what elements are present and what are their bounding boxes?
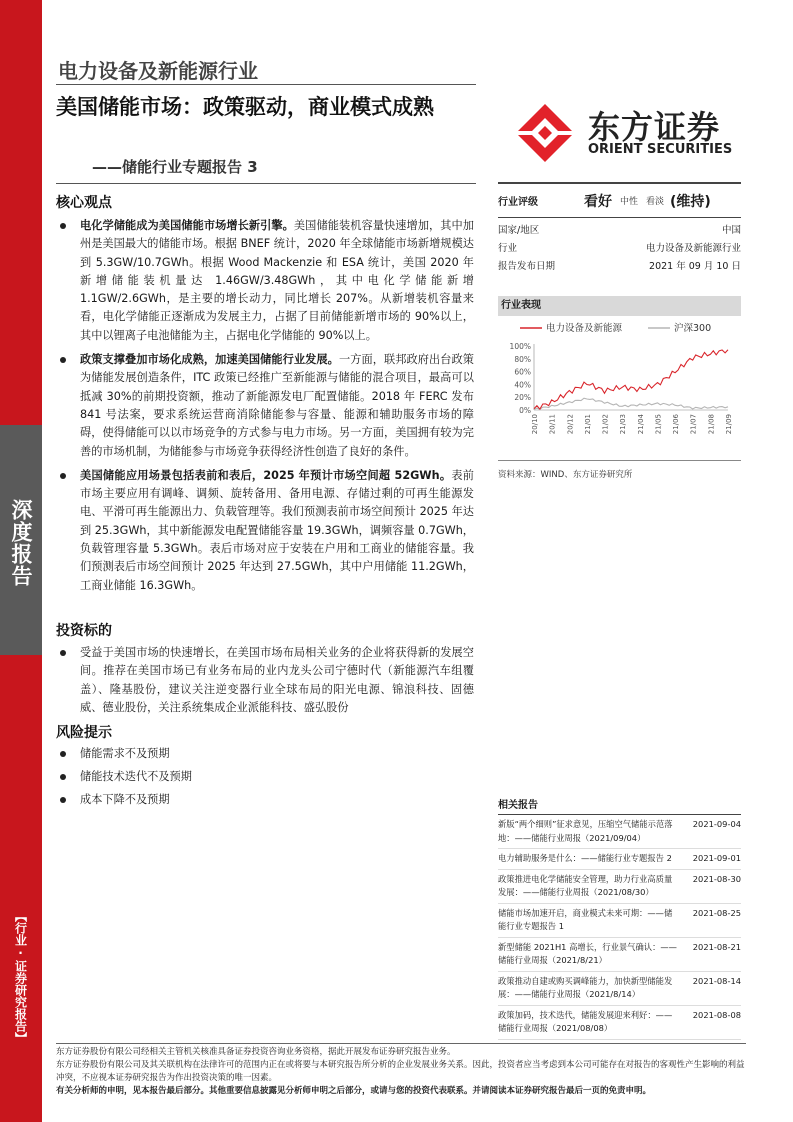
related-report-title: 政策加码，技术迭代，储能发展迎来利好：——储能行业周报（2021/08/08） [498,1009,673,1033]
performance-heading: 行业表现 [498,296,741,316]
footer-line: 东方证券股份有限公司经相关主管机关核准具备证券投资咨询业务资格，据此开展发布证券研究报告业务。 [56,1047,456,1057]
info-row-date: 报告发布日期 2021 年 09 月 10 日 [498,261,741,272]
report-subtitle: ——储能行业专题报告 3 [92,158,258,176]
y-tick-label: 0% [519,406,531,415]
risk-item: 成本下降不及预期 [56,791,474,809]
rating-status: (维持) [670,193,711,210]
title-divider [56,183,476,184]
rating-label: 行业评级 [498,197,538,208]
report-type-label: 深度报告 [9,499,33,587]
x-tick-label: 21/02 [601,414,610,435]
related-report-date: 2021-08-30 [692,873,741,884]
rating-panel [498,182,741,274]
x-tick-label: 20/11 [548,414,557,435]
risk-heading: 风险提示 [56,725,112,741]
chart-divider [498,460,741,461]
related-report-date: 2021-09-04 [692,819,741,829]
related-report-item[interactable] [498,870,741,904]
investment-item: 受益于美国市场的快速增长，在美国市场布局相关业务的企业将获得新的发展空间。推荐在美国市场已有业务布局的业内龙头公司宁德时代（新能源汽车组覆盖）、隆基股份，建议关注逆变器行业全球布局的阳光电源、锦浪科技、固德威、德业股份，关注系统集成企业派能科技、盛弘股份 [56,644,474,717]
risk-item: 储能技术迭代不及预期 [56,768,474,786]
related-report-item[interactable] [498,938,741,972]
related-report-item[interactable] [498,972,741,1006]
risk-list [56,745,474,814]
related-report-date: 2021-08-08 [692,1009,741,1020]
logo-name-en: ORIENT SECURITIES [588,142,733,157]
x-tick-label: 21/01 [583,414,592,435]
related-report-title: 政策推进电化学储能安全管理，助力行业高质量发展：——储能行业周报（2021/08/30） [498,873,673,897]
related-report-item[interactable] [498,815,741,849]
related-report-title: 新版“两个细则”征求意见，压缩空气储能示范落地：——储能行业周报（2021/09/04） [498,819,673,843]
investment-list [56,644,474,723]
footer-divider [56,1043,746,1044]
footer-line: 东方证券股份有限公司及其关联机构在法律许可的范围内正在或将要与本研究报告所分析的企业发展业务关系。因此，投资者应当考虑到本公司可能存在对报告的客观性产生影响的利益冲突，不应视本证券研究报告为作出投资决策的唯一因素。 [56,1060,745,1083]
legend-label: 电力设备及新能源 [546,323,623,334]
related-report-title: 政策推动自建或购买调峰能力，加快新型储能发展：——储能行业周报（2021/8/14） [498,975,673,999]
x-tick-label: 21/07 [689,414,698,435]
orient-logo-icon [514,102,576,164]
x-tick-label: 21/08 [707,414,716,435]
x-tick-label: 21/05 [654,414,663,435]
footer-disclaimer [56,1046,746,1098]
header-divider [56,84,476,85]
logo-name-cn: 东方证券 [588,108,721,146]
info-row-industry: 行业 电力设备及新能源行业 [498,243,741,254]
related-report-date: 2021-08-21 [692,941,741,952]
related-report-date: 2021-08-25 [692,907,741,918]
x-tick-label: 21/06 [672,414,681,435]
series-line [534,398,728,409]
investment-heading: 投资标的 [56,623,112,639]
chart-source: 资料来源：WIND、东方证券研究所 [498,470,633,480]
report-title: 美国储能市场：政策驱动，商业模式成熟 [56,95,434,119]
info-row-region: 国家/地区 中国 [498,225,741,236]
rating-option-bearish: 看淡 [646,197,665,207]
core-view-item: 政策支撑叠加市场化成熟，加速美国储能行业发展。一方面，联邦政府出台政策为储能发展创造条件，ITC 政策已经推广至新能源与储能的混合项目，最高可以抵减 30%的前期投资额，推动了新能源发电厂配置储能。2018 年 FERC 发布 841 号法案，要求系统运营商消除储能参与容量、能源和辅助服务市场的障碍，使得储能可以以市场竞争的方式参与电力市场。另一方面，美国拥有较为完善的市场机制，为储能参与市场竞争获得经济性创造了良好的条件。 [56,351,474,461]
related-report-item[interactable] [498,849,741,870]
y-tick-label: 20% [514,393,531,403]
rating-option-neutral: 中性 [620,197,639,207]
rating-row [498,182,741,218]
performance-chart [498,316,741,456]
x-tick-label: 20/12 [566,414,575,435]
series-line [534,350,728,409]
related-report-item[interactable] [498,904,741,938]
industry-title: 电力设备及新能源行业 [58,59,258,83]
report-category-label: 【行业·证券研究报告】 [13,910,28,1044]
related-reports [498,796,741,1040]
x-tick-label: 21/09 [725,414,733,435]
rating-value: 看好 [584,193,612,210]
legend-label: 沪深300 [674,323,712,334]
x-tick-label: 21/03 [619,414,628,435]
related-report-title: 储能市场加速开启，商业模式未来可期：——储能行业专题报告 1 [498,907,673,931]
related-report-date: 2021-09-01 [692,853,741,863]
related-report-title: 新型储能 2021H1 高增长，行业景气确认：——储能行业周报（2021/8/21） [498,941,677,965]
x-tick-label: 20/10 [531,414,539,435]
related-report-date: 2021-08-14 [692,975,741,986]
y-tick-label: 60% [514,367,531,377]
core-view-heading: 核心观点 [56,195,112,211]
core-view-item: 美国储能应用场景包括表前和表后，2025 年预计市场空间超 52GWh。表前市场主要应用有调峰、调频、旋转备用、备用电源、存储过剩的可再生能源发电、平滑可再生能源出力、负载管理等。我们预测表前市场空间预计 2025 年达到 25.3GWh，其中新能源发电配置储能容量 19.3GWh，调频容量 0.7GWh，负载管理容量 5.3GWh。表后市场对应于安装在户用和工商业的储能容量。我们预测表后市场空间预计 2025 年达到 27.5GWh，其中户用储能 11.2GWh，工商业储能 16.3GWh。 [56,467,474,595]
footer-line-bold: 有关分析师的申明，见本报告最后部分。其他重要信息披露见分析师申明之后部分，或请与您的投资代表联系。并请阅读本证券研究报告最后一页的免责申明。 [56,1086,652,1096]
related-report-item[interactable] [498,1006,741,1040]
related-reports-heading: 相关报告 [498,796,741,815]
risk-item: 储能需求不及预期 [56,745,474,763]
related-report-title: 电力辅助服务是什么：——储能行业专题报告 2 [498,853,672,863]
y-tick-label: 40% [514,380,531,390]
y-tick-label: 100% [509,342,531,351]
core-view-item: 电化学储能成为美国储能市场增长新引擎。美国储能装机容量快速增加，其中加州是美国最大的储能市场。根据 BNEF 统计，2020 年全球储能市场新增规模达到 5.3GW/10.7GWh。根据 Wood Mackenzie 和 ESA 统计，美国 2020 年新增储能装机量达 1.46GW/3.48GWh，其中电化学储能新增 1.1GW/2.6GWh，是主要的增长动力，同比增长 207%。从新增装机容量来看，电化学储能正逐渐成为发展主力，占据了目前储能新增市场的 90%以上，其中以锂离子电池储能为主，占据电化学储能的 90%以上。 [56,217,474,345]
y-tick-label: 80% [514,354,531,364]
core-view-list [56,217,474,601]
company-logo [508,100,748,170]
x-tick-label: 21/04 [636,414,645,435]
